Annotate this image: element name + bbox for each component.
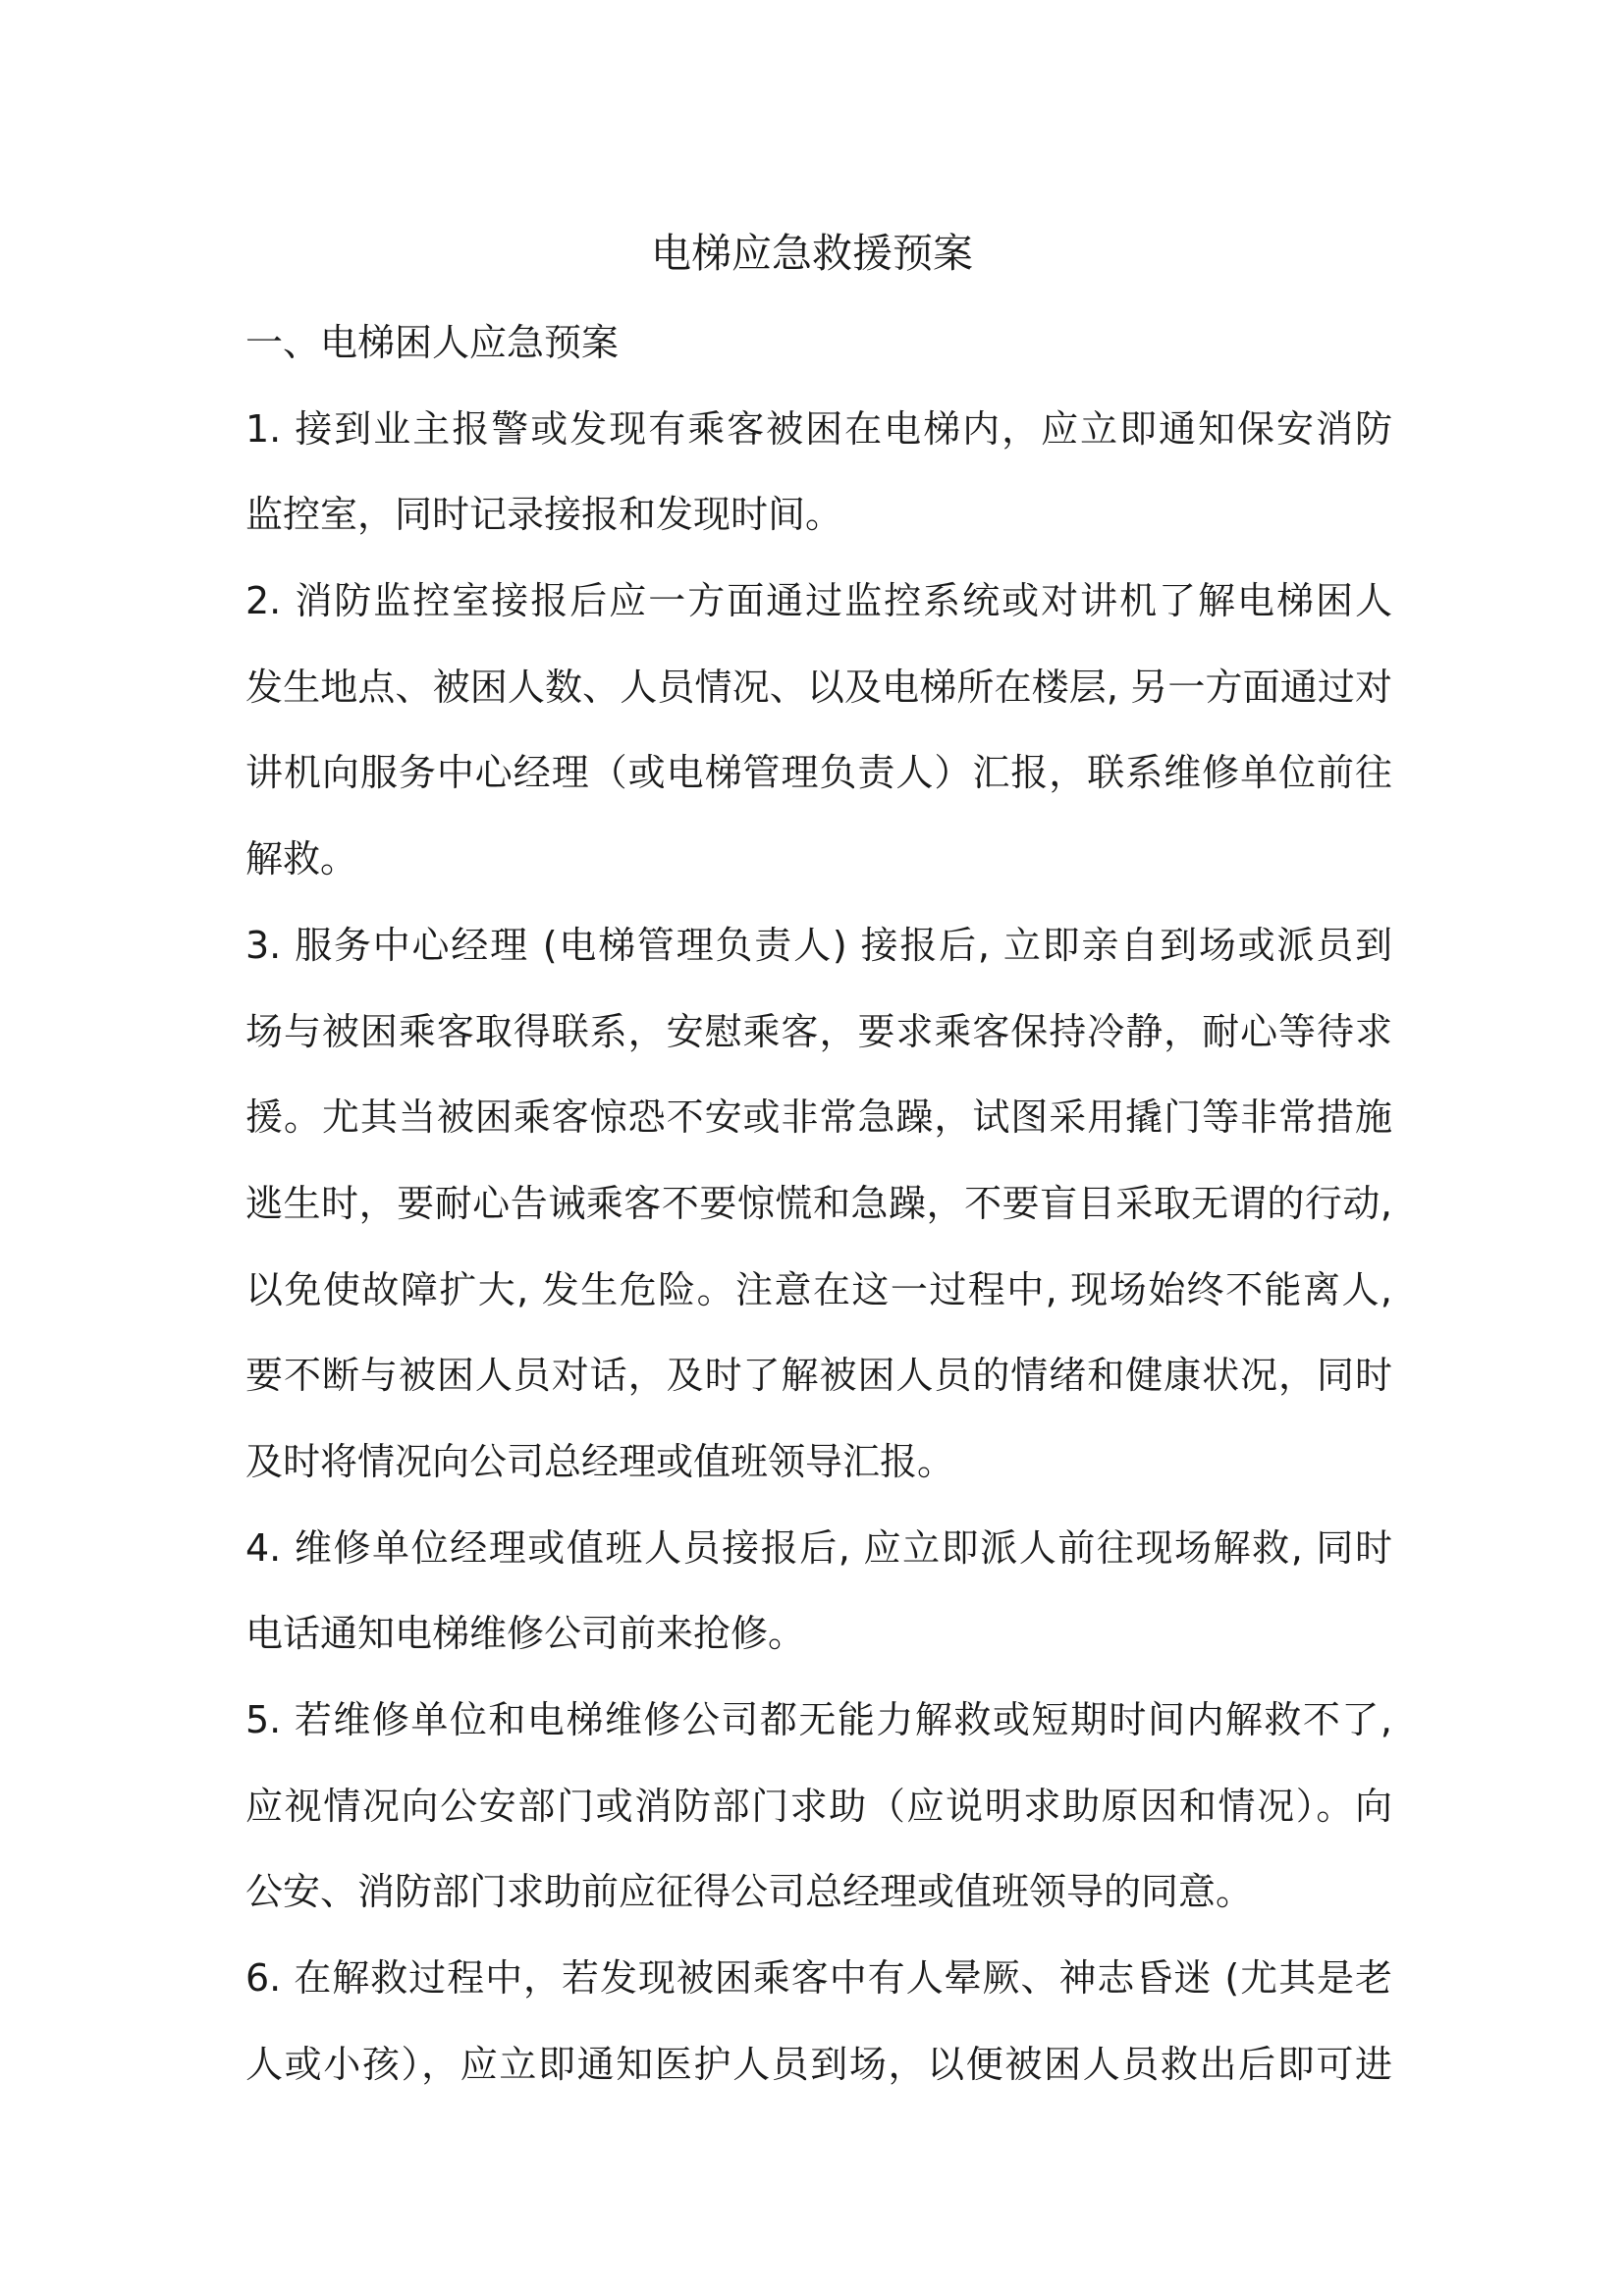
paragraph-line: 援。尤其当被困乘客惊恐不安或非常急躁，试图采用撬门等非常措施 bbox=[245, 1095, 1392, 1140]
paragraph-line: 4. 维修单位经理或值班人员接报后, 应立即派人前往现场解救, 同时 bbox=[245, 1525, 1392, 1570]
paragraph-line: 监控室，同时记录接报和发现时间。 bbox=[245, 493, 843, 537]
paragraph-line: 发生地点、被困人数、人员情况、以及电梯所在楼层, 另一方面通过对 bbox=[245, 665, 1392, 709]
paragraph-line: 人或小孩），应立即通知医护人员到场，以便被困人员救出后即可进 bbox=[245, 2042, 1392, 2086]
paragraph-line: 5. 若维修单位和电梯维修公司都无能力解救或短期时间内解救不了, bbox=[245, 1698, 1392, 1741]
paragraph-line: 3. 服务中心经理 (电梯管理负责人) 接报后, 立即亲自到场或派员到 bbox=[245, 923, 1392, 967]
paragraph-line: 电话通知电梯维修公司前来抢修。 bbox=[245, 1612, 806, 1656]
paragraph-line: 要不断与被困人员对话，及时了解被困人员的情绪和健康状况，同时 bbox=[245, 1354, 1392, 1398]
document-title: 电梯应急救援预案 bbox=[651, 230, 973, 277]
paragraph-line: 公安、消防部门求助前应征得公司总经理或值班领导的同意。 bbox=[245, 1870, 1254, 1914]
paragraph-line: 6. 在解救过程中，若发现被困乘客中有人晕厥、神志昏迷 (尤其是老 bbox=[245, 1956, 1392, 2001]
document-body bbox=[245, 313, 1392, 2120]
paragraph-line: 讲机向服务中心经理（或电梯管理负责人）汇报，联系维修单位前往 bbox=[245, 751, 1392, 795]
paragraph-line: 解救。 bbox=[245, 837, 358, 881]
paragraph-line: 2. 消防监控室接报后应一方面通过监控系统或对讲机了解电梯困人 bbox=[245, 579, 1392, 623]
section-heading: 一、电梯困人应急预案 bbox=[245, 321, 620, 364]
paragraph-line: 1. 接到业主报警或发现有乘客被困在电梯内，应立即通知保安消防 bbox=[245, 406, 1392, 451]
paragraph-line: 及时将情况向公司总经理或值班领导汇报。 bbox=[245, 1439, 955, 1483]
paragraph-line: 应视情况向公安部门或消防部门求助（应说明求助原因和情况）。向 bbox=[245, 1784, 1392, 1828]
paragraph-line: 以免使故障扩大, 发生危险。注意在这一过程中, 现场始终不能离人, bbox=[245, 1267, 1392, 1311]
paragraph-line: 场与被困乘客取得联系，安慰乘客，要求乘客保持冷静，耐心等待求 bbox=[245, 1009, 1392, 1053]
paragraph-line: 逃生时，要耐心告诫乘客不要惊慌和急躁，不要盲目采取无谓的行动, bbox=[245, 1181, 1392, 1225]
